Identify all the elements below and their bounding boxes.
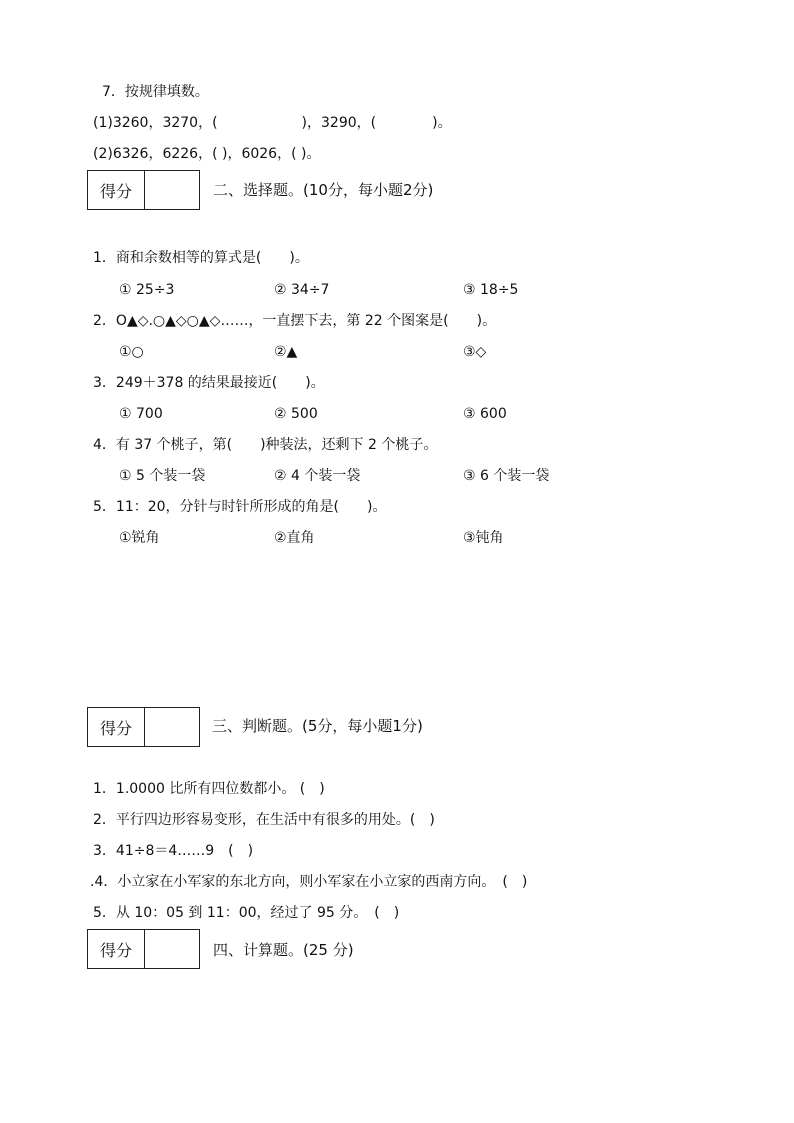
score-field[interactable] <box>145 708 199 746</box>
mc-5-option-2[interactable]: ②直角 <box>274 530 315 546</box>
tf-item-4: .4．小立家在小军家的东北方向，则小军家在小立家的西南方向。 ( ) <box>90 874 528 890</box>
mc-2-shape-sequence: O▲◇.○▲◇○▲◇ <box>115 313 221 329</box>
score-field[interactable] <box>145 930 199 968</box>
tf-item-3: 3．41÷8＝4……9 ( ) <box>93 843 254 859</box>
mc-4-option-1[interactable]: ① 5 个装一袋 <box>119 468 206 484</box>
mc-3-option-2[interactable]: ② 500 <box>274 406 318 422</box>
mc-question-1: 1．商和余数相等的算式是( )。 <box>93 250 309 266</box>
mc-5-option-1[interactable]: ①锐角 <box>119 530 160 546</box>
mc-2-stem-text: ……，一直摆下去，第 22 个图案是( )。 <box>220 313 497 329</box>
mc-3-option-1[interactable]: ① 700 <box>119 406 163 422</box>
q7-title: 7．按规律填数。 <box>102 84 209 100</box>
mc-1-option-3[interactable]: ③ 18÷5 <box>463 282 519 298</box>
q7-line-2: (2)6326，6226，( )，6026，( )。 <box>93 146 321 162</box>
tf-item-1: 1．1.0000 比所有四位数都小。 ( ) <box>93 781 325 797</box>
mc-question-2 <box>93 311 496 331</box>
score-label: 得分 <box>88 930 145 968</box>
section-2-title: 二、选择题。(10分，每小题2分) <box>213 181 434 199</box>
mc-2-number: 2． <box>93 313 116 329</box>
score-field[interactable] <box>145 171 199 209</box>
mc-2-option-1[interactable]: ①○ <box>119 344 144 360</box>
mc-2-option-2[interactable]: ②▲ <box>274 344 298 360</box>
mc-3-option-3[interactable]: ③ 600 <box>463 406 507 422</box>
score-box-section-4 <box>87 929 200 969</box>
tf-item-5: 5．从 10：05 到 11：00，经过了 95 分。 ( ) <box>93 905 400 921</box>
score-box-section-3 <box>87 707 200 747</box>
mc-question-3: 3．249＋378 的结果最接近( )。 <box>93 375 325 391</box>
section-3-title: 三、判断题。(5分，每小题1分) <box>212 717 423 735</box>
mc-question-5: 5．11：20，分针与时针所形成的角是( )。 <box>93 499 387 515</box>
q7-line-1: (1)3260，3270，( )，3290，( )。 <box>93 115 452 131</box>
score-label: 得分 <box>88 171 145 209</box>
mc-4-option-3[interactable]: ③ 6 个装一袋 <box>463 468 550 484</box>
mc-2-option-3[interactable]: ③◇ <box>463 344 487 360</box>
mc-4-option-2[interactable]: ② 4 个装一袋 <box>274 468 361 484</box>
mc-5-option-3[interactable]: ③钝角 <box>463 530 504 546</box>
score-label: 得分 <box>88 708 145 746</box>
section-4-title: 四、计算题。(25 分) <box>213 941 354 959</box>
score-box-section-2 <box>87 170 200 210</box>
mc-1-option-2[interactable]: ② 34÷7 <box>274 282 330 298</box>
mc-1-option-1[interactable]: ① 25÷3 <box>119 282 175 298</box>
mc-question-4: 4．有 37 个桃子，第( )种装法，还剩下 2 个桃子。 <box>93 437 438 453</box>
tf-item-2: 2．平行四边形容易变形，在生活中有很多的用处。( ) <box>93 812 435 828</box>
